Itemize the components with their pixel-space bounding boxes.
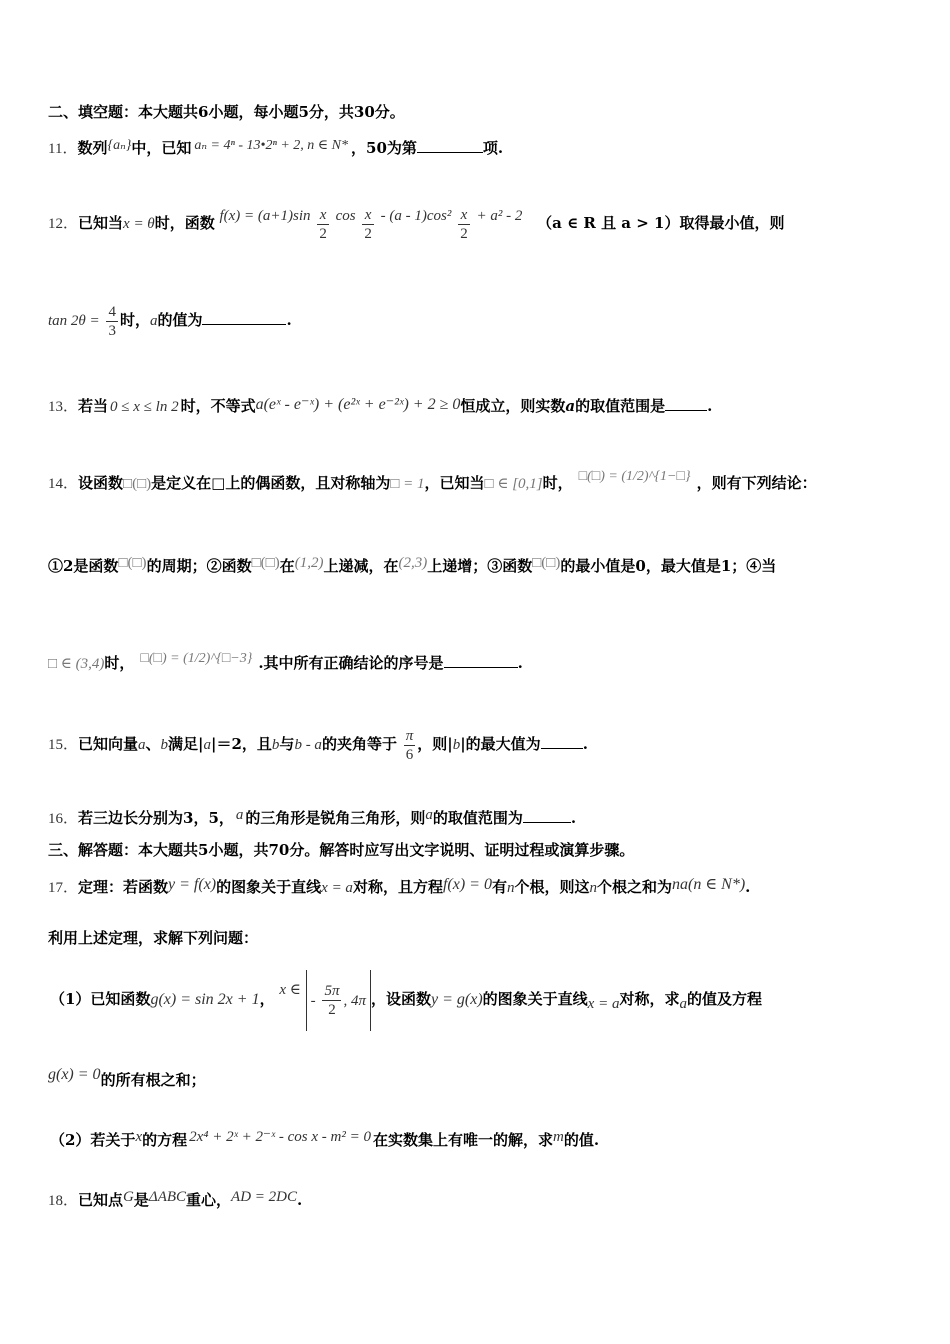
q14-l2f: 的最小值是0，最大值是1；④当 xyxy=(560,557,777,575)
q12-answer-blank[interactable] xyxy=(202,310,286,325)
q17-a: a xyxy=(679,996,687,1012)
q15-sep: 、 xyxy=(145,735,161,753)
q17-p2a: （2）若关于 xyxy=(50,1131,136,1149)
q12-text3: 时， xyxy=(119,311,150,329)
q17-p1e: 的值及方程 xyxy=(686,990,762,1008)
q17-domain-x: x ∈ xyxy=(279,982,301,998)
question-17 xyxy=(48,872,750,901)
q12-cos: cos xyxy=(335,208,356,224)
q16-text1: 若三边长分别为3，5， xyxy=(78,809,234,827)
q14-end: . xyxy=(517,654,523,672)
q14-number: 14． xyxy=(48,476,79,492)
q12-text1: 已知当 xyxy=(78,214,124,232)
q17-text4: 有 xyxy=(491,878,507,896)
q17-part2 xyxy=(50,1124,599,1153)
q12-text2: 时，函数 xyxy=(154,214,215,232)
q17-end: . xyxy=(745,878,751,896)
q17-p1c: 的图象关于直线 xyxy=(482,990,588,1008)
q17-text3: 对称，且方程 xyxy=(352,878,443,896)
q14-text5: ，则有下列结论： xyxy=(696,474,817,492)
q15-vector-a: a xyxy=(138,737,146,753)
q14-text1: 设函数 xyxy=(78,474,124,492)
q18-triangle: ΔABC xyxy=(148,1189,187,1205)
q14-function-2: □(□) xyxy=(118,555,147,571)
question-12-line2 xyxy=(48,300,292,341)
q17-n: n xyxy=(506,880,515,896)
q15-answer-blank[interactable] xyxy=(541,734,583,749)
q14-l3a: 时， xyxy=(104,654,135,672)
question-16 xyxy=(48,805,576,829)
q12-tan-fraction: $\frac{4}{3}$ xyxy=(108,303,116,339)
q17-yf: y = f(x) xyxy=(168,876,217,893)
q17-yg: y = g(x) xyxy=(431,991,483,1008)
q16-text2: 的三角形是锐角三角形，则 xyxy=(245,809,426,827)
q16-var-a: a xyxy=(235,807,244,823)
q12-condition-paren: （a ∈ R 且 a > 1）取得最小值，则 xyxy=(537,214,785,232)
q15-text7: |的最大值为 xyxy=(460,735,541,753)
q17-text1: 定理：若函数 xyxy=(78,878,169,896)
q17-g0: g(x) = 0 xyxy=(48,1066,101,1083)
q11-formula: aₙ = 4ⁿ - 13•2ⁿ + 2, n ∈ N* xyxy=(194,138,349,153)
q18-ad: AD = 2DC xyxy=(231,1189,298,1205)
q11-text3: ，50为第 xyxy=(351,139,417,157)
q12-function: f(x) = (a+1)sin xyxy=(219,208,311,224)
q17-p1d: 对称，求 xyxy=(619,990,680,1008)
question-18 xyxy=(48,1184,302,1214)
q11-sequence: {aₙ} xyxy=(107,138,132,153)
q13-number: 13． xyxy=(48,399,79,415)
q17-p2c: 在实数集上有唯一的解，求 xyxy=(373,1131,554,1149)
q15-text1: 已知向量 xyxy=(78,735,139,753)
q14-l2b: 的周期；②函数 xyxy=(146,557,252,575)
q13-range: 0 ≤ x ≤ ln 2 xyxy=(110,399,179,415)
q14-function-4: □(□) xyxy=(532,555,561,571)
question-14-line2 xyxy=(48,550,776,579)
q16-end: . xyxy=(570,809,577,827)
q14-l2a: ①2是函数 xyxy=(48,557,119,575)
question-13 xyxy=(48,392,712,420)
q13-end: . xyxy=(707,397,713,415)
q17-xa: x = a xyxy=(321,880,353,896)
q14-function-3: □(□) xyxy=(251,555,280,571)
q14-text4: 时， xyxy=(542,474,573,492)
q12-end: . xyxy=(286,311,292,329)
q17-na: na(n ∈ N*) xyxy=(672,876,746,893)
q15-text3: |＝2，且 xyxy=(211,735,272,753)
q17-p2d: 的值. xyxy=(563,1131,600,1149)
q11-number: 11． xyxy=(48,141,78,157)
q17-text2: 的图象关于直线 xyxy=(216,878,322,896)
q14-condition: □ ∈ [0,1] xyxy=(484,476,543,492)
question-12 xyxy=(48,196,784,244)
q17-part1 xyxy=(50,960,762,1034)
q14-l2e: 上递增；③函数 xyxy=(427,557,533,575)
q14-function: □(□) xyxy=(123,476,152,492)
q15-text2: 满足| xyxy=(168,735,204,753)
q16-number: 16． xyxy=(48,811,79,827)
q16-text3: 的取值范围为 xyxy=(432,809,523,827)
q12-part4: + a² - 2 xyxy=(476,208,523,224)
q15-text5: 的夹角等于 xyxy=(321,735,397,753)
q14-answer-blank[interactable] xyxy=(444,653,518,668)
q15-text4: 与 xyxy=(279,735,295,753)
q13-inequality: a(eˣ - e⁻ˣ) + (e²ˣ + e⁻²ˣ) + 2 ≥ 0 xyxy=(255,396,461,413)
q17-part1-line2 xyxy=(48,1062,206,1093)
q16-answer-blank[interactable] xyxy=(523,808,571,823)
q14-condition-2: □ ∈ (3,4) xyxy=(48,656,105,672)
q14-l2c: 在 xyxy=(279,557,295,575)
q13-text3: 恒成立，则实数 xyxy=(460,397,566,415)
q15-vector-b: b xyxy=(160,737,169,753)
q12-text4: 的值为 xyxy=(157,311,203,329)
question-14 xyxy=(48,462,817,499)
q11-text2: 中，已知 xyxy=(131,139,192,157)
q14-definition-2: □(□) = (1/2)^{□−3} xyxy=(140,651,253,666)
q11-text1: 数列 xyxy=(77,139,108,157)
q18-number: 18． xyxy=(48,1193,79,1209)
q18-text1: 已知点 xyxy=(78,1191,124,1209)
q18-text2: 是 xyxy=(133,1191,149,1209)
q17-xa2: x = a xyxy=(587,996,620,1012)
q12-fraction-2: $\frac{x}{2}$ xyxy=(364,206,372,242)
q15-end: . xyxy=(582,735,588,753)
q18-G: G xyxy=(123,1189,134,1205)
question-15 xyxy=(48,724,588,765)
q17-comma: ， xyxy=(259,990,275,1008)
q13-answer-blank[interactable] xyxy=(665,396,707,411)
q14-text2: 是定义在□上的偶函数，且对称轴为 xyxy=(151,474,391,492)
q15-angle-fraction: $\frac{\pi}{6}$ xyxy=(405,727,414,763)
q14-l3b: .其中所有正确结论的序号是 xyxy=(258,654,444,672)
q12-tan: tan 2θ = xyxy=(48,313,100,329)
q17-p1f: 的所有根之和； xyxy=(100,1071,206,1089)
q12-var-a: a xyxy=(149,313,158,329)
q17-n2: n xyxy=(589,880,597,896)
question-11 xyxy=(48,136,503,159)
q16-var-a2: a xyxy=(425,807,433,823)
q15-abs-a: a xyxy=(203,737,212,753)
q12-part3: - (a - 1)cos² xyxy=(380,208,452,224)
q14-l2d: 上递减，在 xyxy=(323,557,399,575)
q12-fraction-1: $\frac{x}{2}$ xyxy=(319,206,327,242)
q14-text3: ，已知当 xyxy=(424,474,485,492)
q13-var-a: a xyxy=(565,397,576,415)
q17-f0: f(x) = 0 xyxy=(442,876,492,893)
q15-number: 15． xyxy=(48,737,79,753)
q17-p2b: 的方程 xyxy=(142,1131,188,1149)
q17-m: m xyxy=(553,1129,564,1145)
q17-intro: 利用上述定理，求解下列问题： xyxy=(48,929,259,947)
q11-answer-blank[interactable] xyxy=(417,138,483,153)
q17-p1a: （1）已知函数 xyxy=(50,990,151,1008)
q17-domain-interval: - $\frac{5\pi}{2}$ , 4π xyxy=(306,970,371,1031)
q17-p1b: ，设函数 xyxy=(370,990,431,1008)
q14-axis: □ = 1 xyxy=(390,476,425,492)
q15-abs-b: b xyxy=(452,737,461,753)
q13-text2: 时，不等式 xyxy=(180,397,256,415)
q12-condition: x = θ xyxy=(123,216,155,232)
q14-interval-12: (1,2) xyxy=(294,555,324,571)
q13-text4: 的取值范围是 xyxy=(575,397,666,415)
q18-end: . xyxy=(297,1191,303,1209)
section2-heading: 二、填空题：本大题共6小题，每小题5分，共30分。 xyxy=(48,103,405,121)
q14-definition: □(□) = (1/2)^{1−□} xyxy=(578,469,691,484)
q15-vector-b2: b xyxy=(271,737,280,753)
q17-gx: g(x) = sin 2x + 1 xyxy=(150,991,260,1008)
section3-heading: 三、解答题：本大题共5小题，共70分。解答时应写出文字说明、证明过程或演算步骤。 xyxy=(48,841,635,859)
q17-x: x xyxy=(135,1129,143,1145)
q17-equation: 2x⁴ + 2ˣ + 2⁻ˣ - cos x - m² = 0 xyxy=(189,1129,371,1145)
q15-b-minus-a: b - a xyxy=(294,737,322,753)
q12-number: 12． xyxy=(48,216,79,232)
q12-fraction-3: $\frac{x}{2}$ xyxy=(460,206,468,242)
q11-text4: 项. xyxy=(482,139,504,157)
q14-interval-23: (2,3) xyxy=(398,555,428,571)
question-14-line3 xyxy=(48,644,523,679)
q15-text6: ，则| xyxy=(417,735,453,753)
q17-text6: 个根之和为 xyxy=(596,878,672,896)
q17-number: 17． xyxy=(48,880,79,896)
q17-text5: 个根，则这 xyxy=(514,878,590,896)
q13-text1: 若当 xyxy=(78,397,109,415)
q18-text3: 重心， xyxy=(186,1191,232,1209)
